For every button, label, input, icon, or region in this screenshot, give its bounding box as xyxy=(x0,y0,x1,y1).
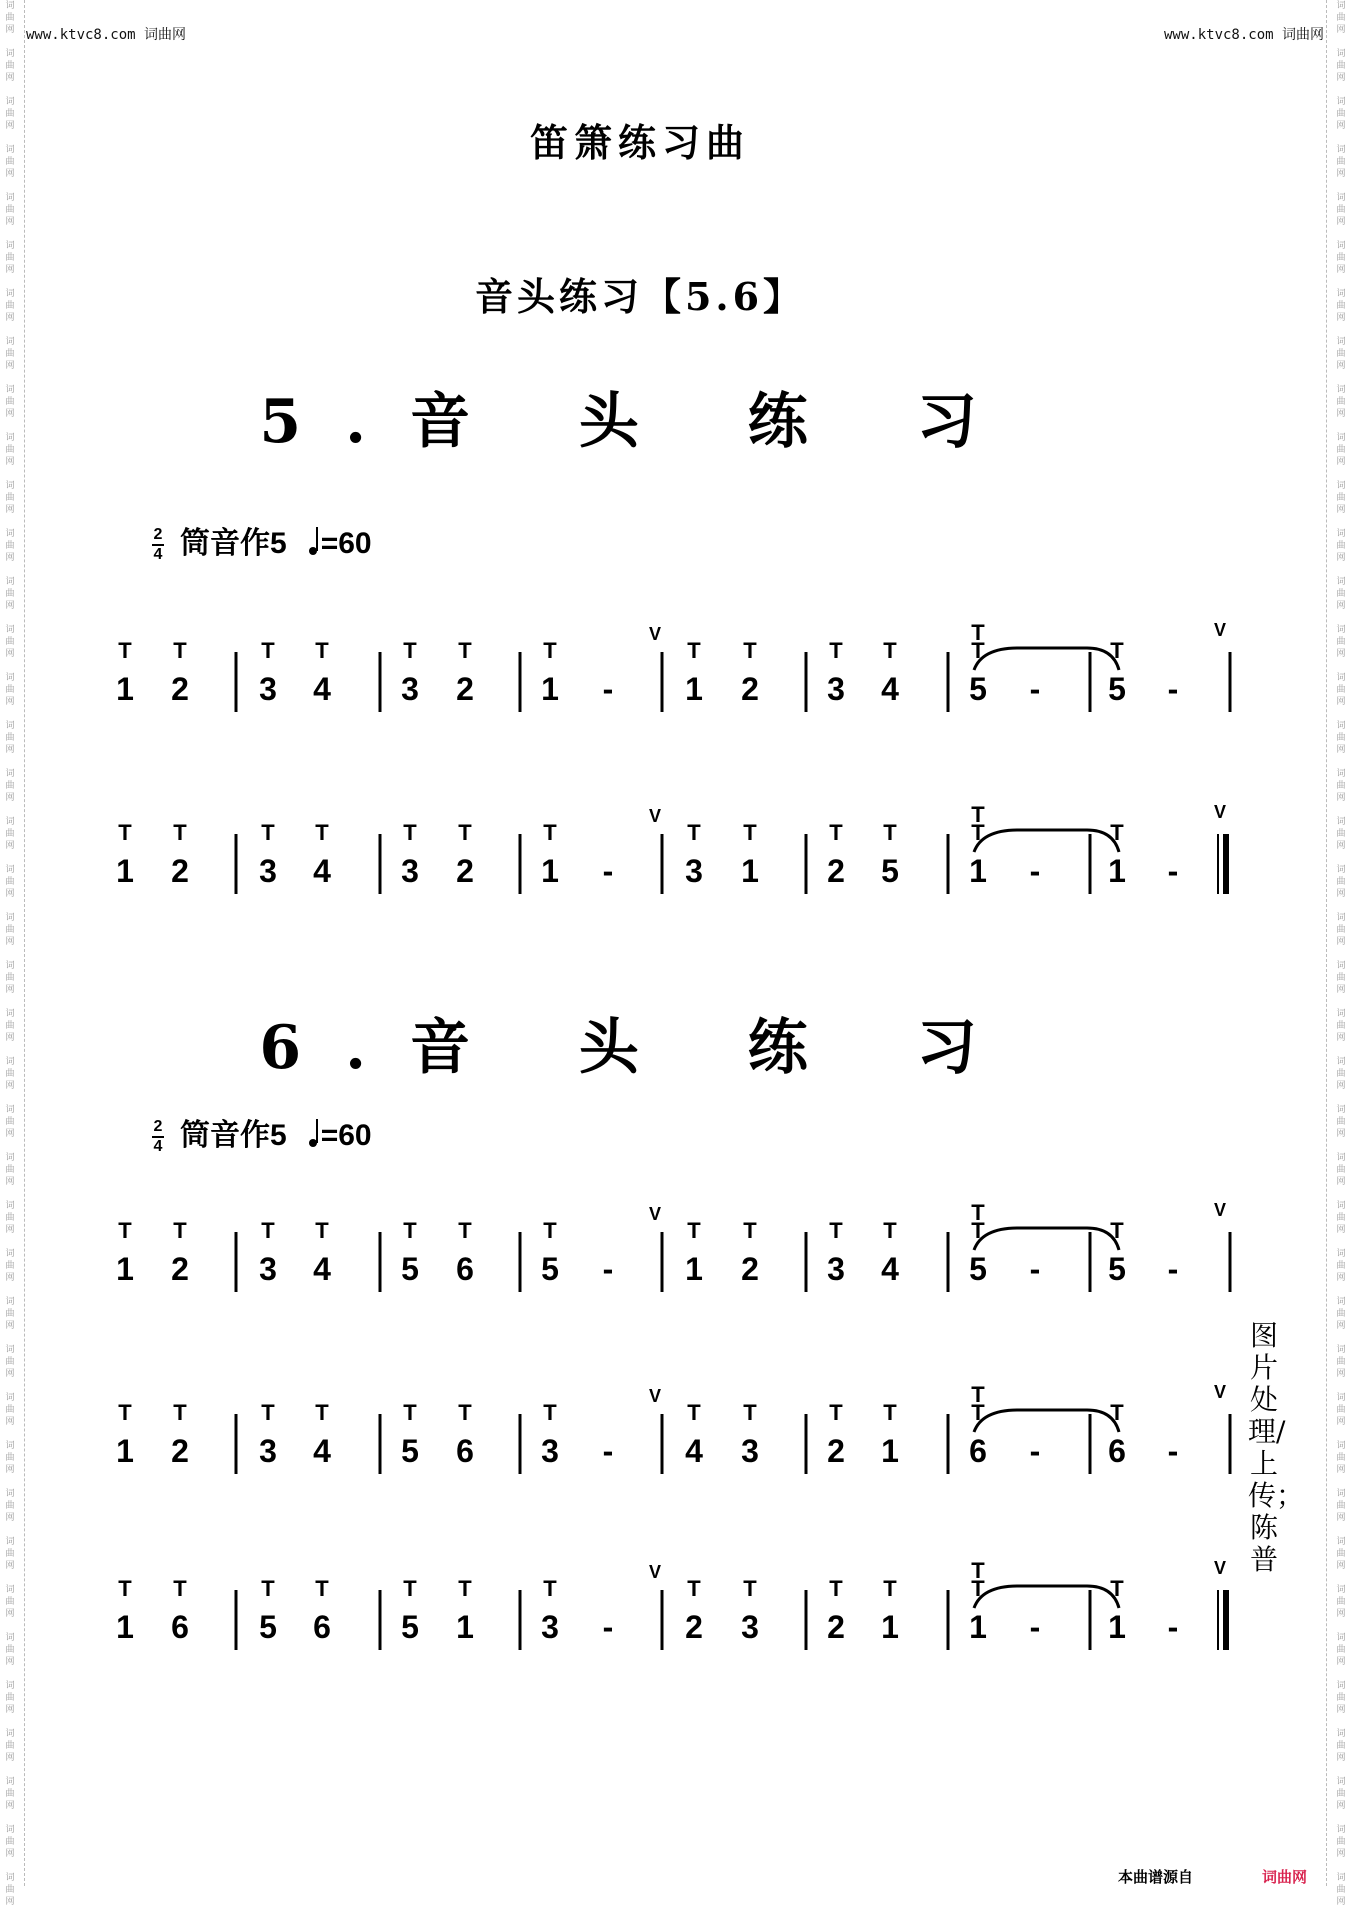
watermark-text: 词 曲 网 xyxy=(5,769,15,803)
note: - xyxy=(602,1433,614,1469)
watermark-text: 词 曲 网 xyxy=(5,1,15,35)
site-label-left: www.ktvc8.com 词曲网 xyxy=(26,27,187,43)
note: 1 xyxy=(881,1433,899,1469)
tongue-mark: T xyxy=(883,820,897,845)
note: 6 xyxy=(456,1433,474,1469)
note: 5 xyxy=(541,1251,559,1287)
tongue-mark: T xyxy=(687,1218,701,1243)
watermark-text: 词 曲 网 xyxy=(1336,961,1346,995)
tongue-mark: T xyxy=(1110,638,1124,663)
watermark-text: 词 曲 网 xyxy=(5,1105,15,1139)
watermark-text: 词 曲 网 xyxy=(1336,49,1346,83)
note: 1 xyxy=(116,1609,134,1645)
note: 2 xyxy=(827,1433,845,1469)
note: 1 xyxy=(541,853,559,889)
note: 2 xyxy=(171,1251,189,1287)
watermark-text: 词 曲 网 xyxy=(5,1345,15,1379)
note: - xyxy=(1029,1609,1041,1645)
breath-mark: V xyxy=(1213,1200,1227,1220)
note: 4 xyxy=(313,1433,331,1469)
tongue-mark: T xyxy=(883,1576,897,1601)
note: - xyxy=(1029,1433,1041,1469)
note: 3 xyxy=(401,853,419,889)
tongue-mark: T xyxy=(315,1400,329,1425)
note: - xyxy=(1167,1433,1179,1469)
watermark-text: 词 曲 网 xyxy=(1336,1057,1346,1091)
tongue-mark: T xyxy=(458,638,472,663)
note: 3 xyxy=(259,671,277,707)
watermark-text: 词 曲 网 xyxy=(5,337,15,371)
breath-mark: V xyxy=(648,806,662,826)
tongue-mark: T xyxy=(173,1218,187,1243)
tongue-mark: T xyxy=(173,1400,187,1425)
tongue-mark: T xyxy=(118,1400,132,1425)
tie-arc xyxy=(974,1586,1119,1608)
note: 5 xyxy=(1108,671,1126,707)
watermark-text: 词 曲 网 xyxy=(1336,673,1346,707)
tongue-mark: T xyxy=(543,1400,557,1425)
time-signature-5: $\frac{2}{4}$ xyxy=(153,526,163,564)
watermark-text: 词 曲 网 xyxy=(1336,1201,1346,1235)
time-signature-6: $\frac{2}{4}$ xyxy=(153,1118,163,1156)
note: 3 xyxy=(541,1609,559,1645)
key-text-6: 筒音作5 xyxy=(180,1119,287,1152)
footer-source-label: 本曲谱源自 xyxy=(1118,1868,1194,1886)
note: 3 xyxy=(541,1433,559,1469)
note: - xyxy=(602,853,614,889)
tongue-mark: T xyxy=(543,638,557,663)
note: 1 xyxy=(685,671,703,707)
note: 2 xyxy=(741,1251,759,1287)
tongue-mark: T xyxy=(458,1576,472,1601)
watermark-text: 词 曲 网 xyxy=(1336,97,1346,131)
watermark-text: 词 曲 网 xyxy=(5,1201,15,1235)
tongue-mark: T xyxy=(883,1218,897,1243)
watermark-text: 词 曲 网 xyxy=(5,385,15,419)
watermark-text: 词 曲 网 xyxy=(1336,193,1346,227)
note: - xyxy=(1167,1609,1179,1645)
watermark-text: 词 曲 网 xyxy=(5,1057,15,1091)
tongue-mark: T xyxy=(543,1576,557,1601)
note: 1 xyxy=(1108,1609,1126,1645)
tongue-mark: T xyxy=(118,1218,132,1243)
note: 1 xyxy=(116,853,134,889)
watermark-text: 词 曲 网 xyxy=(1336,1009,1346,1043)
note: 1 xyxy=(116,1433,134,1469)
watermark-text: 词 曲 网 xyxy=(1336,1489,1346,1523)
watermark-text: 词 曲 网 xyxy=(5,289,15,323)
tie-arc xyxy=(974,830,1119,852)
note: 1 xyxy=(1108,853,1126,889)
watermark-text: 词 曲 网 xyxy=(1336,769,1346,803)
breath-mark: V xyxy=(648,1204,662,1224)
note: 1 xyxy=(456,1609,474,1645)
watermark-text: 词 曲 网 xyxy=(5,145,15,179)
watermark-text: 词 曲 网 xyxy=(5,433,15,467)
note: 4 xyxy=(313,1251,331,1287)
watermark-text: 词 曲 网 xyxy=(5,1153,15,1187)
page-title: 笛箫练习曲 xyxy=(529,120,750,165)
note: 2 xyxy=(171,1433,189,1469)
watermark-text: 词 曲 网 xyxy=(1336,1345,1346,1379)
note: 6 xyxy=(969,1433,987,1469)
watermark-text: 词 曲 网 xyxy=(1336,1825,1346,1859)
note: - xyxy=(1167,671,1179,707)
watermark-text: 词 曲 网 xyxy=(1336,1441,1346,1475)
tempo-value-6: =60 xyxy=(320,1119,372,1152)
watermark-text: 词 曲 网 xyxy=(5,1585,15,1619)
note: - xyxy=(1029,1251,1041,1287)
watermark-text: 词 曲 网 xyxy=(1336,1729,1346,1763)
note: - xyxy=(602,671,614,707)
watermark-text: 词 曲 网 xyxy=(1336,1633,1346,1667)
note: 1 xyxy=(685,1251,703,1287)
tongue-mark: T xyxy=(261,638,275,663)
watermark-text: 词 曲 网 xyxy=(1336,289,1346,323)
watermark-text: 词 曲 网 xyxy=(1336,817,1346,851)
note: - xyxy=(1029,671,1041,707)
watermark-text: 词 曲 网 xyxy=(5,625,15,659)
watermark-text: 词 曲 网 xyxy=(5,673,15,707)
watermark-text: 词 曲 网 xyxy=(1336,145,1346,179)
watermark-text: 词 曲 网 xyxy=(1336,481,1346,515)
note: 3 xyxy=(685,853,703,889)
tongue-mark: T xyxy=(403,820,417,845)
tongue-mark: T xyxy=(403,1218,417,1243)
tongue-mark: T xyxy=(403,1576,417,1601)
tongue-mark: T xyxy=(1110,820,1124,845)
tongue-mark: T xyxy=(458,1400,472,1425)
note: 1 xyxy=(969,853,987,889)
tongue-mark: T xyxy=(173,820,187,845)
watermark-text: 词 曲 网 xyxy=(5,961,15,995)
note: - xyxy=(602,1251,614,1287)
watermark-text: 词 曲 网 xyxy=(5,1873,15,1907)
breath-mark: V xyxy=(648,624,662,644)
watermark-text: 词 曲 网 xyxy=(5,913,15,947)
tongue-mark: T xyxy=(458,820,472,845)
watermark-text: 词 曲 网 xyxy=(1336,1105,1346,1139)
watermark-text: 词 曲 网 xyxy=(1336,337,1346,371)
watermark-text: 词 曲 网 xyxy=(5,1009,15,1043)
note: 1 xyxy=(881,1609,899,1645)
tongue-mark: T xyxy=(687,1400,701,1425)
note: 4 xyxy=(685,1433,703,1469)
tongue-mark: T xyxy=(315,1218,329,1243)
note: 4 xyxy=(881,1251,899,1287)
tongue-mark: T xyxy=(458,1218,472,1243)
page-subtitle: 音头练习【5.6】 xyxy=(474,274,806,319)
tongue-mark: T xyxy=(315,820,329,845)
note: - xyxy=(602,1609,614,1645)
tie-arc xyxy=(974,648,1119,670)
tongue-mark: T xyxy=(403,1400,417,1425)
tongue-mark: T xyxy=(118,638,132,663)
breath-mark: V xyxy=(648,1386,662,1406)
watermark-text: 词 曲 网 xyxy=(1336,913,1346,947)
tongue-mark: T xyxy=(743,1218,757,1243)
note: 2 xyxy=(171,671,189,707)
note: 1 xyxy=(741,853,759,889)
note: 3 xyxy=(741,1609,759,1645)
watermark-text: 词 曲 网 xyxy=(5,1681,15,1715)
watermark-text: 词 曲 网 xyxy=(5,1297,15,1331)
breath-mark: V xyxy=(1213,620,1227,640)
watermark-text: 词 曲 网 xyxy=(5,1393,15,1427)
watermark-text: 词 曲 网 xyxy=(1336,433,1346,467)
tongue-mark: T xyxy=(315,1576,329,1601)
watermark-text: 词 曲 网 xyxy=(5,529,15,563)
note: 5 xyxy=(401,1609,419,1645)
tongue-mark: T xyxy=(971,1382,985,1407)
watermark-text: 词 曲 网 xyxy=(1336,385,1346,419)
tongue-mark: T xyxy=(743,820,757,845)
watermark-text: 词 曲 网 xyxy=(1336,1681,1346,1715)
tongue-mark: T xyxy=(743,1400,757,1425)
tongue-mark: T xyxy=(173,638,187,663)
tongue-mark: T xyxy=(971,620,985,645)
watermark-text: 词 曲 网 xyxy=(5,97,15,131)
tongue-mark: T xyxy=(261,1218,275,1243)
note: 2 xyxy=(456,671,474,707)
tongue-mark: T xyxy=(261,1576,275,1601)
tongue-mark: T xyxy=(543,820,557,845)
watermark-text: 词 曲 网 xyxy=(5,1825,15,1859)
note: 1 xyxy=(541,671,559,707)
tongue-mark: T xyxy=(971,820,985,845)
breath-mark: V xyxy=(1213,1558,1227,1578)
watermark-text: 词 曲 网 xyxy=(5,1777,15,1811)
tongue-mark: T xyxy=(1110,1400,1124,1425)
note: 3 xyxy=(827,1251,845,1287)
note: 2 xyxy=(171,853,189,889)
watermark-text: 词 曲 网 xyxy=(1336,1393,1346,1427)
tongue-mark: T xyxy=(883,638,897,663)
note: 4 xyxy=(313,671,331,707)
note: 2 xyxy=(685,1609,703,1645)
watermark-text: 词 曲 网 xyxy=(5,817,15,851)
note: 5 xyxy=(401,1251,419,1287)
watermark-text: 词 曲 网 xyxy=(5,49,15,83)
watermark-text: 词 曲 网 xyxy=(5,577,15,611)
note: 6 xyxy=(456,1251,474,1287)
watermark-text: 词 曲 网 xyxy=(1336,1873,1346,1907)
breath-mark: V xyxy=(1213,802,1227,822)
tongue-mark: T xyxy=(1110,1218,1124,1243)
tongue-mark: T xyxy=(315,638,329,663)
upload-credit: 图片处理/上传；陈普 xyxy=(1248,1319,1305,1576)
watermark-text: 词 曲 网 xyxy=(5,1489,15,1523)
tongue-mark: T xyxy=(261,1400,275,1425)
watermark-text: 词 曲 网 xyxy=(5,241,15,275)
note: 3 xyxy=(259,853,277,889)
note: 6 xyxy=(1108,1433,1126,1469)
note: 5 xyxy=(1108,1251,1126,1287)
note: 3 xyxy=(259,1433,277,1469)
watermark-text: 词 曲 网 xyxy=(5,1441,15,1475)
watermark-text: 词 曲 网 xyxy=(1336,625,1346,659)
note: 5 xyxy=(969,671,987,707)
note: 1 xyxy=(116,671,134,707)
tongue-mark: T xyxy=(687,820,701,845)
note: 6 xyxy=(171,1609,189,1645)
tongue-mark: T xyxy=(743,638,757,663)
watermark-text: 词 曲 网 xyxy=(1336,865,1346,899)
note: 2 xyxy=(741,671,759,707)
tongue-mark: T xyxy=(261,820,275,845)
tongue-mark: T xyxy=(829,1218,843,1243)
note: 5 xyxy=(259,1609,277,1645)
key-text-5: 筒音作5 xyxy=(180,527,287,560)
tongue-mark: T xyxy=(829,638,843,663)
watermark-text: 词 曲 网 xyxy=(5,1633,15,1667)
tongue-mark: T xyxy=(971,802,985,827)
note: 6 xyxy=(313,1609,331,1645)
tongue-mark: T xyxy=(829,1576,843,1601)
tongue-mark: T xyxy=(971,1558,985,1583)
tongue-mark: T xyxy=(971,638,985,663)
tongue-mark: T xyxy=(1110,1576,1124,1601)
note: 3 xyxy=(827,671,845,707)
tongue-mark: T xyxy=(829,820,843,845)
site-label-right: www.ktvc8.com 词曲网 xyxy=(1164,27,1325,43)
tongue-mark: T xyxy=(971,1200,985,1225)
watermark-text: 词 曲 网 xyxy=(1336,1777,1346,1811)
watermark-text: 词 曲 网 xyxy=(5,193,15,227)
note: 4 xyxy=(881,671,899,707)
note: 5 xyxy=(881,853,899,889)
note: 2 xyxy=(456,853,474,889)
watermark-text: 词 曲 网 xyxy=(5,481,15,515)
note: - xyxy=(1029,853,1041,889)
watermark-text: 词 曲 网 xyxy=(1336,1153,1346,1187)
note: 1 xyxy=(116,1251,134,1287)
tongue-mark: T xyxy=(173,1576,187,1601)
tongue-mark: T xyxy=(543,1218,557,1243)
watermark-text: 词 曲 网 xyxy=(1336,1,1346,35)
watermark-text: 词 曲 网 xyxy=(5,865,15,899)
watermark-text: 词 曲 网 xyxy=(1336,1297,1346,1331)
note: 2 xyxy=(827,1609,845,1645)
note: - xyxy=(1167,853,1179,889)
tempo-value-5: =60 xyxy=(320,527,372,560)
watermark-text: 词 曲 网 xyxy=(1336,1537,1346,1571)
section-heading-5: 5.音 头 练 习 xyxy=(259,387,1021,457)
footer-source-site: 词曲网 xyxy=(1262,1868,1308,1886)
tongue-mark: T xyxy=(971,1400,985,1425)
tongue-mark: T xyxy=(403,638,417,663)
tongue-mark: T xyxy=(687,1576,701,1601)
watermark-text: 词 曲 网 xyxy=(5,1249,15,1283)
tongue-mark: T xyxy=(118,1576,132,1601)
watermark-text: 词 曲 网 xyxy=(1336,1585,1346,1619)
breath-mark: V xyxy=(648,1562,662,1582)
watermark-text: 词 曲 网 xyxy=(1336,241,1346,275)
tongue-mark: T xyxy=(971,1576,985,1601)
note: 2 xyxy=(827,853,845,889)
note: 3 xyxy=(259,1251,277,1287)
tongue-mark: T xyxy=(687,638,701,663)
watermark-text: 词 曲 网 xyxy=(5,1537,15,1571)
tie-arc xyxy=(974,1228,1119,1250)
tie-arc xyxy=(974,1410,1119,1432)
watermark-text: 词 曲 网 xyxy=(5,721,15,755)
watermark-text: 词 曲 网 xyxy=(1336,577,1346,611)
watermark-text: 词 曲 网 xyxy=(1336,721,1346,755)
tongue-mark: T xyxy=(829,1400,843,1425)
note: 4 xyxy=(313,853,331,889)
note: 5 xyxy=(969,1251,987,1287)
note: 3 xyxy=(401,671,419,707)
section-heading-6: 6.音 头 练 习 xyxy=(259,1013,1021,1083)
watermark-text: 词 曲 网 xyxy=(5,1729,15,1763)
tongue-mark: T xyxy=(118,820,132,845)
tongue-mark: T xyxy=(971,1218,985,1243)
note: 1 xyxy=(969,1609,987,1645)
note: 5 xyxy=(401,1433,419,1469)
tongue-mark: T xyxy=(743,1576,757,1601)
watermark-text: 词 曲 网 xyxy=(1336,529,1346,563)
breath-mark: V xyxy=(1213,1382,1227,1402)
watermark-text: 词 曲 网 xyxy=(1336,1249,1346,1283)
note: - xyxy=(1167,1251,1179,1287)
tongue-mark: T xyxy=(883,1400,897,1425)
note: 3 xyxy=(741,1433,759,1469)
